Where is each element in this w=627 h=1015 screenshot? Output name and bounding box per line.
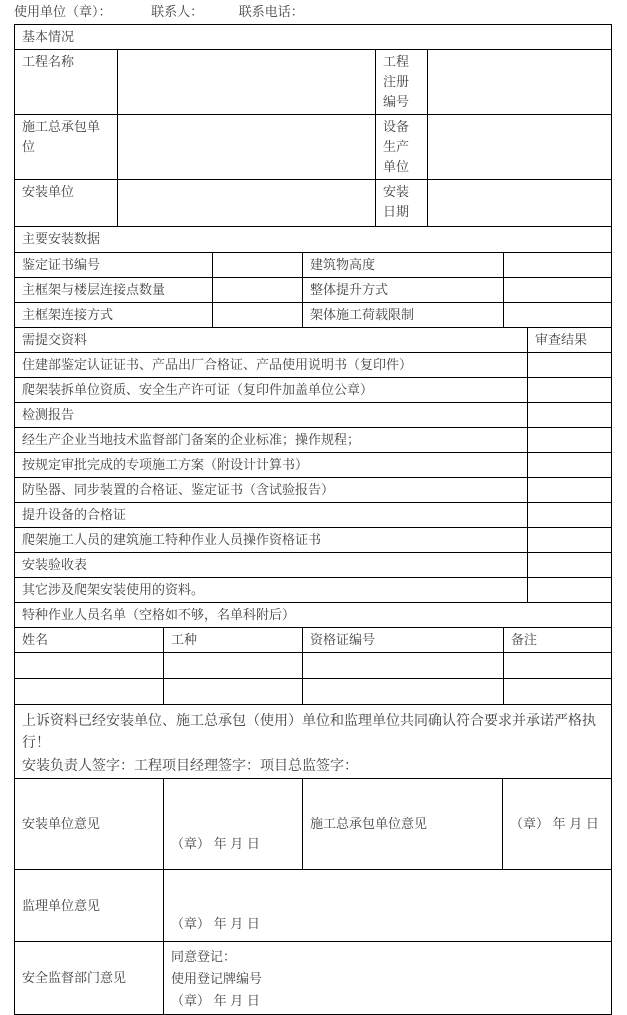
personnel-row bbox=[15, 653, 611, 679]
equipment-manufacturer-label: 设备生产单位 bbox=[376, 115, 428, 179]
install-unit-seal-date bbox=[164, 779, 303, 869]
contractor-opinion-label: 施工总承包单位意见 bbox=[303, 779, 503, 869]
material-item-label: 提升设备的合格证 bbox=[15, 503, 528, 527]
frame-connection-method-label: 主框架连接方式 bbox=[15, 303, 213, 327]
safety-consent-line: 同意登记： bbox=[171, 949, 237, 964]
personnel-title: 特种作业人员名单（空格如不够，名单科附后） bbox=[22, 607, 296, 622]
equipment-manufacturer-value bbox=[428, 115, 611, 179]
personnel-trade-cell bbox=[164, 679, 303, 704]
seal-date-text: （章） 年 月 日 bbox=[171, 836, 260, 851]
project-name-value bbox=[118, 50, 376, 114]
install-unit-opinion-label: 安装单位意见 bbox=[15, 779, 164, 869]
confirmation-statement: 上诉资料已经安装单位、施工总承包（使用）单位和监理单位共同确认符合要求并承诺严格执行！ bbox=[22, 712, 596, 750]
material-item-row bbox=[15, 428, 611, 453]
section-title-install-data: 主要安装数据 bbox=[22, 231, 101, 246]
registration-form-table bbox=[14, 24, 612, 1015]
personnel-trade-cell bbox=[164, 653, 303, 678]
building-height-label: 建筑物高度 bbox=[303, 253, 504, 277]
safety-seal-date: （章） 年 月 日 bbox=[171, 993, 260, 1008]
personnel-row bbox=[15, 679, 611, 705]
section-row-install-data bbox=[15, 227, 611, 253]
personnel-cert-no-cell bbox=[303, 653, 504, 678]
material-item-row bbox=[15, 403, 611, 428]
opinion-row-install-contractor bbox=[15, 779, 611, 870]
material-item-label: 住建部鉴定认证证书、产品出厂合格证、产品使用说明书（复印件） bbox=[15, 353, 528, 377]
safety-dept-content bbox=[164, 942, 611, 1014]
review-result-cell bbox=[528, 503, 611, 527]
seal-date-text: （章） 年 月 日 bbox=[171, 916, 260, 931]
personnel-header-row bbox=[15, 628, 611, 653]
material-item-label: 其它涉及爬架安装使用的资料。 bbox=[15, 578, 528, 602]
row-frame-connections bbox=[15, 278, 611, 303]
install-unit-label: 安装单位 bbox=[15, 180, 118, 226]
contact-person-label: 联系人： bbox=[151, 4, 204, 19]
general-contractor-label: 施工总承包单位 bbox=[15, 115, 118, 179]
confirmation-cell bbox=[15, 705, 611, 778]
review-result-cell bbox=[528, 378, 611, 402]
supervisor-seal-date bbox=[164, 870, 611, 941]
opinion-row-supervisor bbox=[15, 870, 611, 942]
material-item-row bbox=[15, 578, 611, 603]
row-frame-connection-method bbox=[15, 303, 611, 328]
section-row-basic-info bbox=[15, 25, 611, 50]
personnel-name-cell bbox=[15, 653, 164, 678]
install-date-value bbox=[428, 180, 611, 226]
lifting-method-label: 整体提升方式 bbox=[303, 278, 504, 302]
cert-no-label: 鉴定证书编号 bbox=[15, 253, 213, 277]
review-result-cell bbox=[528, 478, 611, 502]
remark-col-header: 备注 bbox=[511, 632, 538, 647]
materials-header: 需提交资料 bbox=[15, 328, 528, 352]
material-item-row bbox=[15, 528, 611, 553]
frame-connection-method-value bbox=[213, 303, 303, 327]
section-title-basic-info: 基本情况 bbox=[22, 29, 75, 44]
material-item-row bbox=[15, 353, 611, 378]
material-item-label: 经生产企业当地技术监督部门备案的企业标准；操作规程； bbox=[15, 428, 528, 452]
row-materials-header bbox=[15, 328, 611, 353]
material-item-label: 安装验收表 bbox=[15, 553, 528, 577]
material-item-row bbox=[15, 553, 611, 578]
project-reg-no-value bbox=[428, 50, 611, 114]
review-result-cell bbox=[528, 353, 611, 377]
review-result-cell bbox=[528, 453, 611, 477]
review-result-cell bbox=[528, 578, 611, 602]
review-result-cell bbox=[528, 528, 611, 552]
review-result-cell bbox=[528, 428, 611, 452]
review-result-header: 审查结果 bbox=[535, 332, 588, 347]
row-general-contractor bbox=[15, 115, 611, 180]
material-item-row bbox=[15, 503, 611, 528]
name-col-header: 姓名 bbox=[15, 628, 164, 652]
trade-col-header: 工种 bbox=[164, 628, 303, 652]
row-cert-no bbox=[15, 253, 611, 278]
seal-date-text: （章） 年 月 日 bbox=[510, 816, 599, 831]
supervisor-opinion-label: 监理单位意见 bbox=[15, 870, 164, 941]
personnel-name-cell bbox=[15, 679, 164, 704]
form-header-line bbox=[14, 3, 612, 24]
safety-dept-opinion-label: 安全监督部门意见 bbox=[15, 942, 164, 1014]
opinion-row-safety-dept bbox=[15, 942, 611, 1014]
signature-line: 安装负责人签字：工程项目经理签字：项目总监签字： bbox=[22, 757, 358, 773]
contractor-seal-date bbox=[503, 779, 611, 869]
row-install-unit bbox=[15, 180, 611, 227]
material-item-label: 爬架装拆单位资质、安全生产许可证（复印件加盖单位公章） bbox=[15, 378, 528, 402]
material-item-row bbox=[15, 453, 611, 478]
material-item-row bbox=[15, 478, 611, 503]
project-name-label: 工程名称 bbox=[15, 50, 118, 114]
material-item-label: 按规定审批完成的专项施工方案（附设计计算书） bbox=[15, 453, 528, 477]
general-contractor-value bbox=[118, 115, 376, 179]
install-unit-value bbox=[118, 180, 376, 226]
frame-floor-connections-value bbox=[213, 278, 303, 302]
frame-floor-connections-label: 主框架与楼层连接点数量 bbox=[15, 278, 213, 302]
use-unit-label: 使用单位（章）： bbox=[14, 4, 112, 19]
lifting-method-value bbox=[504, 278, 611, 302]
review-result-cell bbox=[528, 553, 611, 577]
load-limit-value bbox=[504, 303, 611, 327]
personnel-remark-cell bbox=[504, 653, 611, 678]
material-item-label: 爬架施工人员的建筑施工特种作业人员操作资格证书 bbox=[15, 528, 528, 552]
project-reg-no-label: 工程注册编号 bbox=[376, 50, 428, 114]
load-limit-label: 架体施工荷载限制 bbox=[303, 303, 504, 327]
material-item-label: 防坠器、同步装置的合格证、鉴定证书（含试验报告） bbox=[15, 478, 528, 502]
install-date-label: 安装日期 bbox=[376, 180, 428, 226]
confirmation-row bbox=[15, 705, 611, 779]
section-row-personnel bbox=[15, 603, 611, 628]
personnel-remark-cell bbox=[504, 679, 611, 704]
building-height-value bbox=[504, 253, 611, 277]
material-item-label: 检测报告 bbox=[15, 403, 528, 427]
cert-no-col-header: 资格证编号 bbox=[303, 628, 504, 652]
review-result-cell bbox=[528, 403, 611, 427]
row-project-name bbox=[15, 50, 611, 115]
personnel-cert-no-cell bbox=[303, 679, 504, 704]
material-item-row bbox=[15, 378, 611, 403]
contact-phone-label: 联系电话： bbox=[238, 4, 304, 19]
cert-no-value bbox=[213, 253, 303, 277]
safety-reg-no-line: 使用登记牌编号 bbox=[171, 971, 263, 986]
